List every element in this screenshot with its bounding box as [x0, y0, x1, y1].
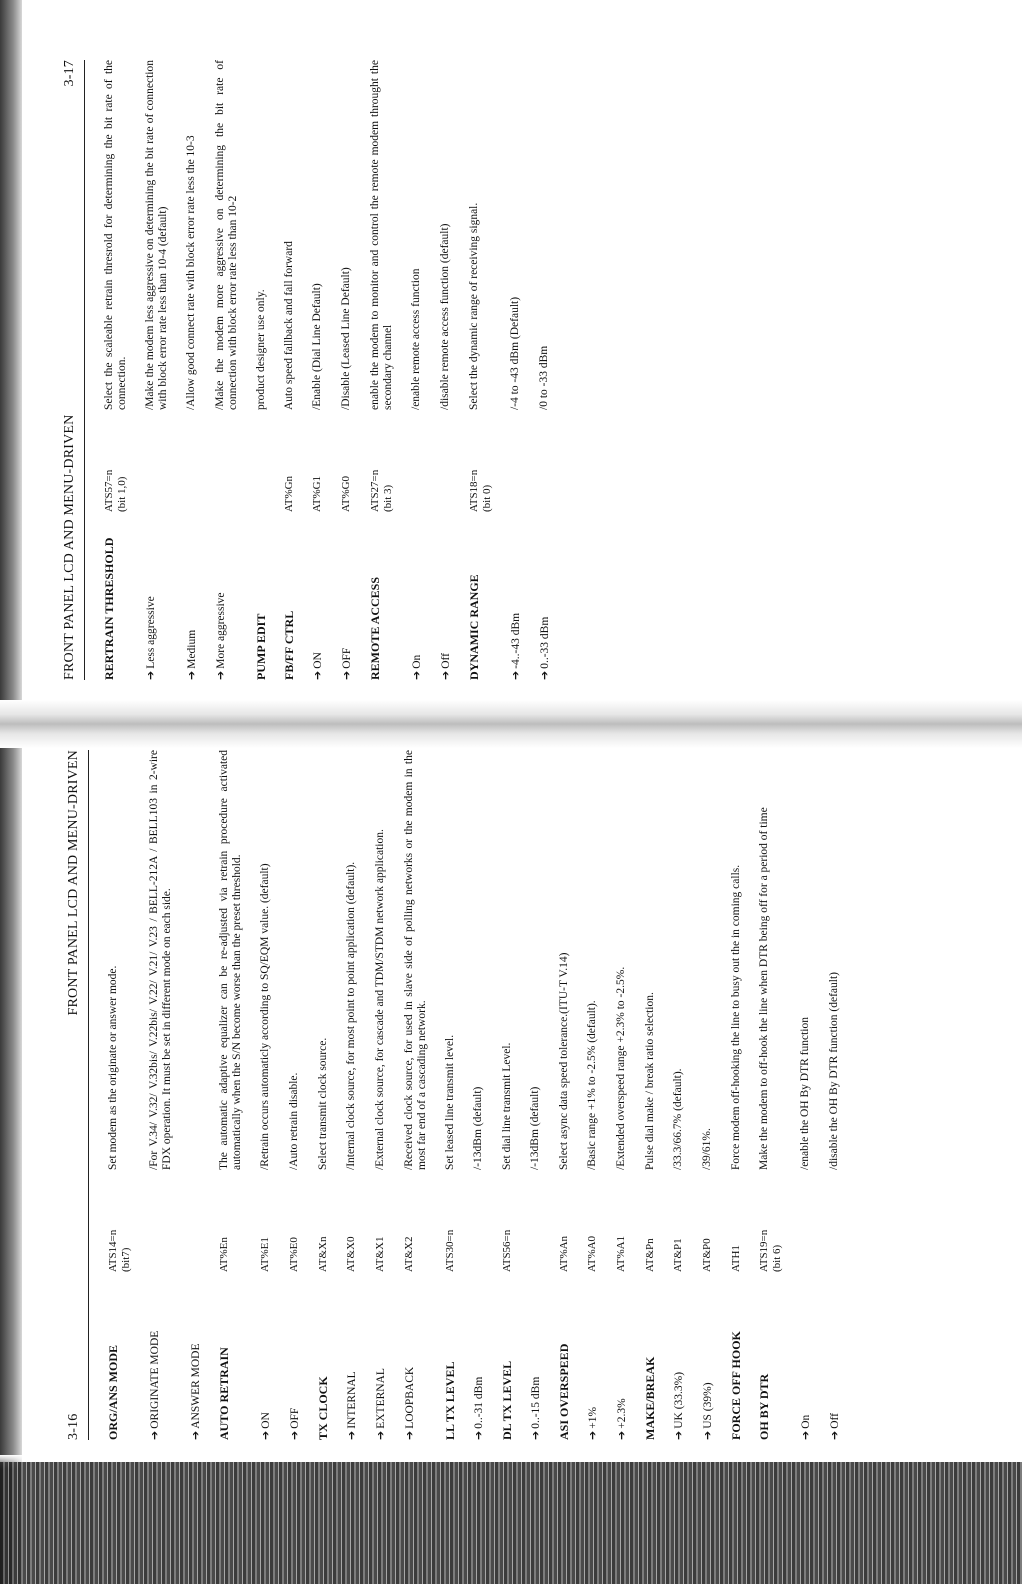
setting-name-cell — [107, 1272, 120, 1440]
setting-name: DL TX LEVEL — [500, 1360, 514, 1440]
at-command-cell — [317, 1170, 330, 1272]
table-row — [615, 750, 629, 1440]
at-command-cell — [730, 1170, 743, 1272]
setting-description: The automatic adaptive equalizer can be re-adjusted via retrain procedure activated automatically when the S/N become worse than the preset threshold. — [218, 750, 243, 1170]
setting-name: ASI OVERSPEED — [557, 1343, 571, 1440]
at-command-cell — [259, 1170, 272, 1272]
table-row — [439, 60, 453, 680]
table-row — [148, 750, 174, 1440]
at-command-cell — [288, 1170, 301, 1272]
at-command: AT%An — [558, 1235, 570, 1272]
at-command-cell — [586, 1170, 599, 1272]
arrow-right-icon: ➔ — [345, 1430, 358, 1440]
setting-description: /Auto retrain disable. — [288, 1072, 300, 1170]
arrow-right-icon: ➔ — [214, 670, 227, 680]
at-command: ATS27=n — [369, 469, 381, 512]
at-command: AT%E1 — [259, 1237, 271, 1272]
setting-name-cell — [529, 1272, 543, 1440]
setting-description: /0 to -33 dBm — [538, 345, 550, 410]
setting-name-cell — [644, 1272, 657, 1440]
setting-name: REMOTE ACCESS — [368, 576, 382, 680]
setting-name-cell — [283, 512, 296, 680]
table-row — [758, 750, 784, 1440]
setting-name-cell — [730, 1272, 743, 1440]
settings-table — [89, 750, 842, 1440]
at-command-cell — [758, 1170, 784, 1272]
setting-name-cell — [259, 1272, 273, 1440]
setting-name: EXTERNAL — [375, 1368, 387, 1429]
table-row — [828, 750, 842, 1440]
page-header-title: FRONT PANEL LCD AND MENU-DRIVEN — [66, 750, 81, 1016]
scanner-edge — [0, 0, 22, 1584]
at-command: AT&Xn — [317, 1236, 329, 1272]
arrow-right-icon: ➔ — [340, 670, 353, 680]
table-row — [403, 750, 429, 1440]
setting-description: /External clock source, for cascade and TDM/STDM network application. — [374, 829, 386, 1170]
at-command: AT%A0 — [586, 1235, 598, 1272]
setting-name: ORG/ANS MODE — [106, 1344, 120, 1440]
arrow-right-icon: ➔ — [403, 1430, 416, 1440]
table-row — [444, 750, 457, 1440]
scanner-bed — [0, 1462, 1022, 1584]
setting-name: On — [411, 654, 423, 669]
table-row — [340, 60, 354, 680]
arrow-right-icon: ➔ — [615, 1430, 628, 1440]
setting-description: Force modem off-hooking the line to busy out the in coming calls. — [730, 864, 742, 1170]
at-command-bit: (bit 0) — [481, 484, 493, 512]
setting-description: Pulse dial make / break ratio selection. — [644, 992, 656, 1170]
arrow-right-icon: ➔ — [185, 670, 198, 680]
setting-name-cell — [369, 512, 382, 680]
setting-name-cell — [701, 1272, 715, 1440]
setting-name: PUMP EDIT — [254, 613, 268, 680]
at-command: AT%G1 — [311, 475, 323, 512]
setting-name-cell — [214, 512, 228, 680]
setting-description: Set leased line transmit level. — [444, 1034, 456, 1170]
setting-name: More aggressive — [215, 592, 227, 669]
at-command: AT%Gn — [283, 475, 295, 512]
setting-description: /Enable (Dial Line Default) — [311, 283, 323, 410]
at-command-cell — [468, 410, 494, 512]
table-row — [345, 750, 359, 1440]
page-3-17 — [58, 60, 1018, 680]
setting-name-cell — [672, 1272, 686, 1440]
setting-description: /-13dBm (default) — [529, 1086, 541, 1170]
setting-name-cell — [615, 1272, 629, 1440]
book-gutter — [0, 700, 1022, 748]
setting-name-cell — [255, 512, 268, 680]
setting-description: /For V.34/ V.32/ V.32bis/ V.22bis/ V.22/ V.21/ V.23 / BELL-212A / BELL103 in 2-wire FDX operation. It must be set in different mode on each side. — [148, 750, 173, 1170]
setting-name: AUTO RETRAIN — [217, 1347, 231, 1440]
table-row — [410, 60, 424, 680]
setting-name-cell — [189, 1272, 203, 1440]
table-row — [103, 60, 129, 680]
table-row — [644, 750, 657, 1440]
table-row — [255, 60, 268, 680]
table-row — [288, 750, 302, 1440]
setting-description: /Make the modem more aggressive on determining the bit rate of connection with block error rate less than 10-2 — [214, 60, 239, 410]
arrow-right-icon: ➔ — [799, 1430, 812, 1440]
setting-name: Less aggressive — [145, 596, 157, 669]
table-row — [369, 60, 395, 680]
setting-description: Select the dynamic range of receiving signal. — [468, 202, 480, 410]
arrow-right-icon: ➔ — [472, 1430, 485, 1440]
setting-name: Off — [829, 1413, 841, 1429]
setting-name: -4..-43 dBm — [510, 612, 522, 669]
at-command-cell — [345, 1170, 358, 1272]
arrow-right-icon: ➔ — [586, 1430, 599, 1440]
setting-name: Medium — [186, 629, 198, 669]
table-row — [218, 750, 244, 1440]
page-number: 3-16 — [66, 1413, 81, 1440]
at-command-bit: (bit 1,0) — [116, 476, 128, 512]
setting-name: 0..-31 dBm — [473, 1376, 485, 1429]
setting-description: /disable remote access function (default) — [439, 223, 451, 410]
setting-name: ON — [260, 1412, 272, 1429]
setting-name: RERTRAIN THRESHOLD — [102, 537, 116, 680]
table-row — [538, 60, 552, 680]
setting-name: UK (33.3%) — [673, 1371, 685, 1429]
at-command-cell — [107, 1170, 133, 1272]
setting-name-cell — [288, 1272, 302, 1440]
setting-name-cell — [345, 1272, 359, 1440]
setting-name: On — [800, 1414, 812, 1429]
at-command-cell — [340, 410, 353, 512]
table-row — [259, 750, 273, 1440]
table-row — [558, 750, 571, 1440]
at-command: ATS30=n — [444, 1229, 456, 1272]
setting-description: Auto speed fallback and fall forward — [283, 241, 295, 410]
at-command: AT%En — [218, 1237, 230, 1272]
setting-name-cell — [828, 1272, 842, 1440]
setting-name: 0..-33 dBm — [539, 616, 551, 669]
table-row — [144, 60, 170, 680]
at-command: AT&X1 — [374, 1236, 386, 1272]
setting-name: 0..-15 dBm — [530, 1376, 542, 1429]
table-row — [672, 750, 686, 1440]
at-command-cell — [283, 410, 296, 512]
at-command: ATS19=n — [758, 1229, 770, 1272]
setting-name: MAKE/BREAK — [643, 1356, 657, 1440]
table-row — [529, 750, 543, 1440]
arrow-right-icon: ➔ — [828, 1430, 841, 1440]
at-command: AT%E0 — [288, 1237, 300, 1272]
at-command: ATS18=n — [468, 469, 480, 512]
setting-description: /Internal clock source, for most point to point application (default). — [345, 861, 357, 1170]
arrow-right-icon: ➔ — [311, 670, 324, 680]
setting-name-cell — [439, 512, 453, 680]
setting-name-cell — [148, 1272, 162, 1440]
settings-table — [85, 60, 552, 680]
setting-name-cell — [799, 1272, 813, 1440]
at-command-cell — [218, 1170, 231, 1272]
setting-name: OFF — [289, 1407, 301, 1429]
table-row — [189, 750, 203, 1440]
setting-description: /enable remote access function — [410, 268, 422, 410]
setting-description: Select the scaleable retrain thresrold for determining the bit rate of the connection. — [103, 60, 128, 410]
setting-name: US (39%) — [702, 1382, 714, 1429]
table-row — [107, 750, 133, 1440]
table-row — [730, 750, 743, 1440]
setting-name-cell — [374, 1272, 388, 1440]
setting-name: +2.3% — [616, 1398, 628, 1429]
at-command-cell — [369, 410, 395, 512]
at-command-cell — [311, 410, 324, 512]
setting-name: Off — [440, 653, 452, 669]
table-row — [472, 750, 486, 1440]
setting-name-cell — [472, 1272, 486, 1440]
setting-name-cell — [509, 512, 523, 680]
at-command-cell — [444, 1170, 457, 1272]
setting-name: FORCE OFF HOOK — [729, 1331, 743, 1440]
setting-description: /disable the OH By DTR function (default) — [828, 971, 840, 1170]
at-command: ATH1 — [730, 1245, 742, 1272]
at-command: AT&P0 — [701, 1238, 713, 1272]
table-row — [317, 750, 330, 1440]
setting-description: /Disable (Leased Line Default) — [340, 267, 352, 410]
at-command-cell — [615, 1170, 628, 1272]
arrow-right-icon: ➔ — [701, 1430, 714, 1440]
at-command: AT%A1 — [615, 1235, 627, 1272]
page-header — [62, 750, 89, 1440]
setting-name: DYNAMIC RANGE — [467, 574, 481, 680]
arrow-right-icon: ➔ — [672, 1430, 685, 1440]
at-command: AT&X0 — [345, 1236, 357, 1272]
arrow-right-icon: ➔ — [439, 670, 452, 680]
setting-description: /-4 to -43 dBm (Default) — [509, 296, 521, 410]
at-command: AT&X2 — [403, 1236, 415, 1272]
arrow-right-icon: ➔ — [529, 1430, 542, 1440]
setting-description: product designer use only. — [255, 289, 267, 410]
setting-name-cell — [558, 1272, 571, 1440]
setting-name-cell — [538, 512, 552, 680]
setting-name: ANSWER MODE — [190, 1343, 202, 1429]
at-command-bit: (bit7) — [120, 1247, 132, 1272]
arrow-right-icon: ➔ — [509, 670, 522, 680]
at-command-cell — [403, 1170, 416, 1272]
setting-name: LOOPBACK — [404, 1366, 416, 1429]
setting-description: /Allow good connect rate with block error rate less the 10-3 — [185, 135, 197, 410]
setting-description: /-13dBm (default) — [472, 1086, 484, 1170]
setting-name-cell — [340, 512, 354, 680]
at-command: AT&Pn — [644, 1238, 656, 1272]
arrow-right-icon: ➔ — [538, 670, 551, 680]
page-number: 3-17 — [62, 60, 77, 87]
setting-name-cell — [103, 512, 116, 680]
setting-description: /Extended overspeed range +2.3% to -2.5%. — [615, 966, 627, 1170]
table-row — [501, 750, 514, 1440]
at-command-cell — [644, 1170, 657, 1272]
setting-description: /Received clock source, for used in slave side of polling networks or the modem in the most far end of a cascading network. — [403, 750, 428, 1170]
arrow-right-icon: ➔ — [148, 1430, 161, 1440]
at-command: ATS56=n — [501, 1229, 513, 1272]
page-header-title: FRONT PANEL LCD AND MENU-DRIVEN — [62, 414, 77, 680]
setting-description: Set modem as the originate or answer mode. — [107, 965, 119, 1170]
table-row — [586, 750, 600, 1440]
setting-name-cell — [144, 512, 158, 680]
setting-name: INTERNAL — [346, 1371, 358, 1429]
table-row — [468, 60, 494, 680]
at-command: AT&P1 — [672, 1238, 684, 1272]
setting-description: Select transmit clock source. — [317, 1037, 329, 1170]
setting-name: ORIGINATE MODE — [149, 1330, 161, 1429]
page-3-16 — [62, 750, 1017, 1440]
setting-name-cell — [444, 1272, 457, 1440]
setting-description: Set dial line transmit Level. — [501, 1042, 513, 1170]
setting-name: OH BY DTR — [757, 1373, 771, 1440]
at-command-cell — [672, 1170, 685, 1272]
arrow-right-icon: ➔ — [189, 1430, 202, 1440]
setting-name-cell — [403, 1272, 417, 1440]
setting-description: Select async data speed tolerance.(ITU-T V.14) — [558, 952, 570, 1170]
table-row — [701, 750, 715, 1440]
setting-name: TX CLOCK — [316, 1376, 330, 1440]
setting-name-cell — [317, 1272, 330, 1440]
table-row — [374, 750, 388, 1440]
setting-name: ON — [312, 652, 324, 669]
setting-name: +1% — [587, 1406, 599, 1429]
setting-description: enable the modem to monitor and control the remote modem throught the secondary channel — [369, 60, 394, 410]
table-row — [283, 60, 296, 680]
setting-description: /Retrain occurs automaticly according to SQ/EQM value. (default) — [259, 863, 271, 1170]
setting-name-cell — [758, 1272, 771, 1440]
setting-description: /39/61%. — [701, 1128, 713, 1170]
setting-name-cell — [468, 512, 481, 680]
setting-description: /Basic range +1% to -2.5% (default). — [586, 1000, 598, 1170]
table-row — [214, 60, 240, 680]
arrow-right-icon: ➔ — [374, 1430, 387, 1440]
at-command-cell — [374, 1170, 387, 1272]
arrow-right-icon: ➔ — [410, 670, 423, 680]
setting-description: /enable the OH By DTR function — [799, 1017, 811, 1170]
at-command: ATS14=n — [107, 1229, 119, 1272]
setting-name-cell — [311, 512, 325, 680]
table-row — [311, 60, 325, 680]
setting-name-cell — [501, 1272, 514, 1440]
setting-name-cell — [185, 512, 199, 680]
table-row — [185, 60, 199, 680]
page-header — [58, 60, 85, 680]
at-command-cell — [558, 1170, 571, 1272]
setting-name: FB/FF CTRL — [282, 610, 296, 680]
at-command-cell — [501, 1170, 514, 1272]
at-command: ATS57=n — [103, 469, 115, 512]
arrow-right-icon: ➔ — [288, 1430, 301, 1440]
at-command-bit: (bit 3) — [382, 484, 394, 512]
setting-name: LL TX LEVEL — [443, 1361, 457, 1440]
arrow-right-icon: ➔ — [259, 1430, 272, 1440]
setting-name-cell — [586, 1272, 600, 1440]
setting-name-cell — [410, 512, 424, 680]
setting-name-cell — [218, 1272, 231, 1440]
at-command-bit: (bit 6) — [771, 1244, 783, 1272]
at-command: AT%G0 — [340, 475, 352, 512]
at-command-cell — [701, 1170, 714, 1272]
setting-name: OFF — [341, 647, 353, 669]
setting-description: /33.3/66.7% (default). — [672, 1068, 684, 1170]
arrow-right-icon: ➔ — [144, 670, 157, 680]
setting-description: /Make the modem less aggressive on determining the bit rate of connection with block error rate less than 10-4 (default) — [144, 60, 169, 410]
setting-description: Make the modem to off-hook the line when DTR being off for a period of time — [758, 807, 770, 1170]
at-command-cell — [103, 410, 129, 512]
table-row — [509, 60, 523, 680]
table-row — [799, 750, 813, 1440]
